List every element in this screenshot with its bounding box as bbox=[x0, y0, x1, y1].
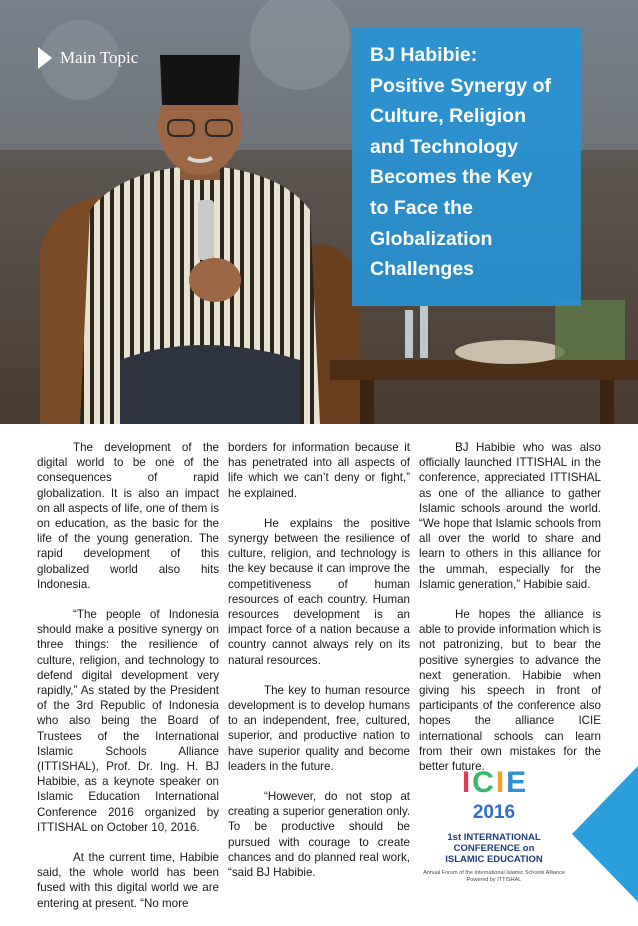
title-line: Culture, Religion bbox=[370, 105, 526, 128]
logo-letter: I bbox=[461, 766, 471, 799]
logo-wordmark bbox=[414, 766, 574, 800]
paragraph: borders for information because it has penetrated into all aspects of life which we can’t deny or fight,” he explained. bbox=[228, 441, 410, 500]
title-line: Becomes the Key bbox=[370, 166, 533, 189]
hero-photo bbox=[0, 0, 638, 424]
article-column-3 bbox=[419, 440, 601, 789]
conference-name bbox=[414, 832, 574, 865]
title-line: to Face the bbox=[370, 196, 473, 219]
title-line: Globalization bbox=[370, 227, 493, 250]
section-tag bbox=[38, 46, 138, 70]
logo-letter: E bbox=[506, 766, 527, 799]
article-column-2 bbox=[228, 440, 410, 895]
paragraph: The key to human resource development is to develop humans to an independent, free, cultured, superior, and productive nation to have superior quality and become leaders in the future. bbox=[228, 683, 410, 773]
paragraph: At the current time, Habibie said, the whole world has been fused with this digital world we are entering at present. “No more bbox=[37, 851, 219, 910]
organizer-note bbox=[414, 870, 574, 884]
play-arrow-icon bbox=[38, 47, 52, 69]
conference-line: CONFERENCE on bbox=[453, 843, 535, 854]
title-line: Positive Synergy of bbox=[370, 74, 551, 97]
title-line: BJ Habibie: bbox=[370, 44, 478, 66]
paragraph: He hopes the alliance is able to provide information which is not patronizing, but to bear the positive synergies to advance the next generation. Habibie when giving his speech in front of participants of the conference also hopes the alliance ICIE international schools can learn from their own mistakes for the better future. bbox=[419, 608, 601, 774]
conference-line: 1st INTERNATIONAL bbox=[447, 832, 541, 843]
title-line: and Technology bbox=[370, 135, 519, 158]
organizer-line: Annual Forum of the International Islamic Schools Alliance bbox=[423, 870, 565, 876]
logo-letter: I bbox=[495, 766, 505, 799]
conference-line: ISLAMIC EDUCATION bbox=[445, 854, 543, 865]
article-title bbox=[370, 40, 567, 285]
paragraph: BJ Habibie who was also officially launched ITTISHAL in the conference, appreciated ITTISHAL as one of the alliance to gather Islamic schools around the world. “We hope that Islamic schools from all over the world to share and learn to others in this alliance for the ummah, especially for the Islamic generation,” Habibie said. bbox=[419, 441, 601, 591]
logo-letter: C bbox=[472, 766, 494, 799]
section-label: Main Topic bbox=[60, 48, 139, 67]
title-line: Challenges bbox=[370, 258, 475, 281]
paragraph: The development of the digital world to be one of the consequences of rapid globalization. It is also an impact on all aspects of life, one of them is on education, as the basic for the life of the young generation. The rapid development of this globalized world also hits Indonesia. bbox=[37, 441, 219, 591]
paragraph: He explains the positive synergy between the resilience of culture, religion, and technology is the key because it can improve the competitiveness of human resources of each country. Human resources development is an impact force of a nation because a country cannot always rely on its natural resources. bbox=[228, 516, 410, 667]
logo-year: 2016 bbox=[472, 802, 516, 823]
organizer-line: Powered by ITTISHAL bbox=[466, 877, 522, 883]
article-column-1 bbox=[37, 440, 219, 926]
corner-triangle-decoration bbox=[572, 766, 638, 902]
icie-logo bbox=[414, 764, 574, 886]
title-box bbox=[352, 28, 581, 306]
paragraph: “The people of Indonesia should make a positive synergy on three things: the resilience of culture, religion, and technology to defend digital development very rapidly,” As stated by the President of the 3rd Republic of Indonesia who also being the Board of Trustees of the International Islamic Schools Alliance (ITTISHAL), Prof. Dr. Ing. H. BJ Habibie, as a keynote speaker on Islamic Education International Conference 2016 organized by ITTISHAL on October 10, 2016. bbox=[37, 608, 219, 834]
paragraph: “However, do not stop at creating a superior generation only. To be productive should be pursued with courage to create chances and do planned real work, “said BJ Habibie. bbox=[228, 790, 410, 880]
